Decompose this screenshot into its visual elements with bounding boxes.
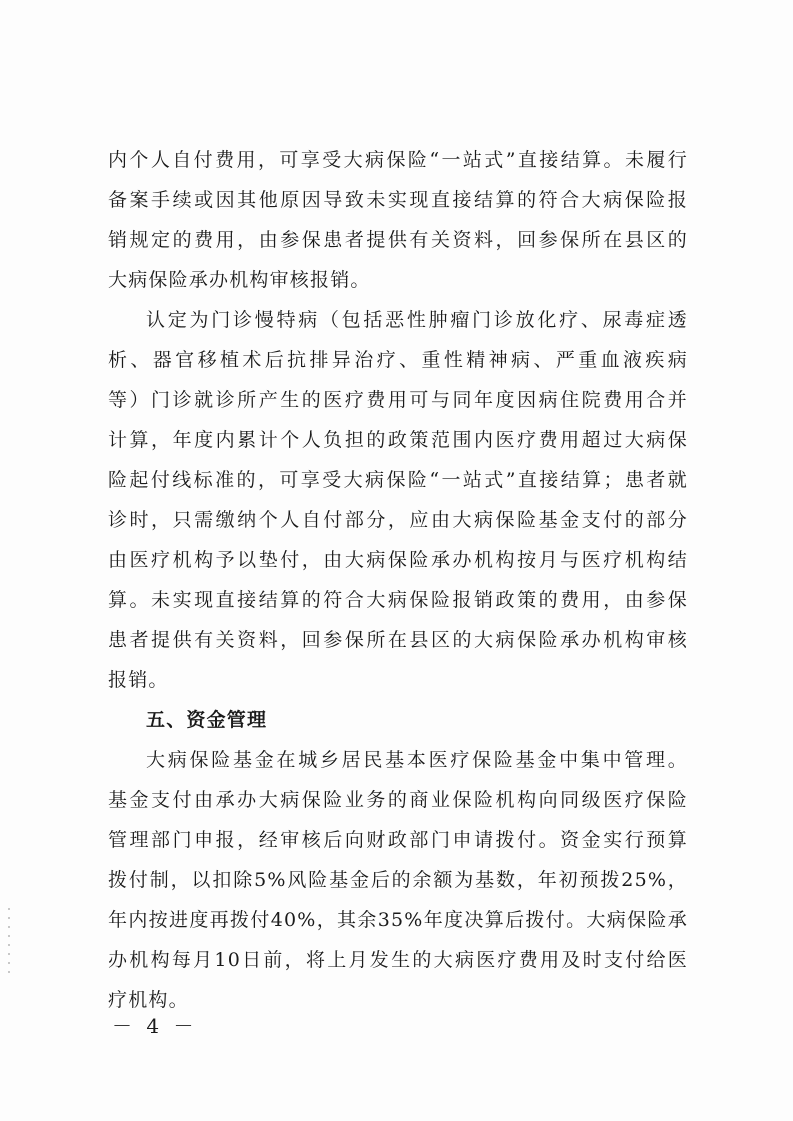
text-line: 计算，年度内累计个人负担的政策范围内医疗费用超过大病保	[108, 429, 688, 451]
text-line: 内个人自付费用，可享受大病保险“一站式”直接结算。未履行	[108, 149, 688, 171]
text-line: 办机构每月10日前，将上月发生的大病医疗费用及时支付给医	[108, 949, 688, 971]
text-line: 基金支付由承办大病保险业务的商业保险机构向同级医疗保险	[108, 789, 688, 811]
body-text	[108, 140, 688, 1020]
text-line: 由医疗机构予以垫付，由大病保险承办机构按月与医疗机构结	[108, 549, 688, 571]
text-line: 年内按进度再拨付40%，其余35%年度决算后拨付。大病保险承	[108, 909, 688, 931]
text-line: 销规定的费用，由参保患者提供有关资料，回参保所在县区的	[108, 229, 688, 251]
text-line: 拨付制，以扣除5%风险基金后的余额为基数，年初预拨25%，	[108, 869, 688, 891]
text-line: 析、器官移植术后抗排异治疗、重性精神病、严重血液疾病	[108, 349, 688, 371]
section-heading: 五、资金管理	[146, 709, 268, 731]
text-line: 险起付线标准的，可享受大病保险“一站式”直接结算；患者就	[108, 469, 688, 491]
text-line: 大病保险基金在城乡居民基本医疗保险基金中集中管理。	[146, 749, 688, 771]
text-line: 认定为门诊慢特病（包括恶性肿瘤门诊放化疗、尿毒症透	[146, 309, 688, 331]
binding-marks	[8, 908, 10, 978]
text-line: 患者提供有关资料，回参保所在县区的大病保险承办机构审核	[108, 629, 688, 651]
text-line: 等）门诊就诊所产生的医疗费用可与同年度因病住院费用合并	[108, 389, 688, 411]
text-line: 诊时，只需缴纳个人自付部分，应由大病保险基金支付的部分	[108, 509, 688, 531]
text-line: 备案手续或因其他原因导致未实现直接结算的符合大病保险报	[108, 189, 688, 211]
text-line: 算。未实现直接结算的符合大病保险报销政策的费用，由参保	[108, 589, 688, 611]
text-line: 大病保险承办机构审核报销。	[108, 269, 371, 291]
page-number: － 4 －	[112, 1014, 198, 1038]
text-line: 疗机构。	[108, 989, 189, 1011]
text-line: 报销。	[108, 669, 169, 691]
text-line: 管理部门申报，经审核后向财政部门申请拨付。资金实行预算	[108, 829, 688, 851]
